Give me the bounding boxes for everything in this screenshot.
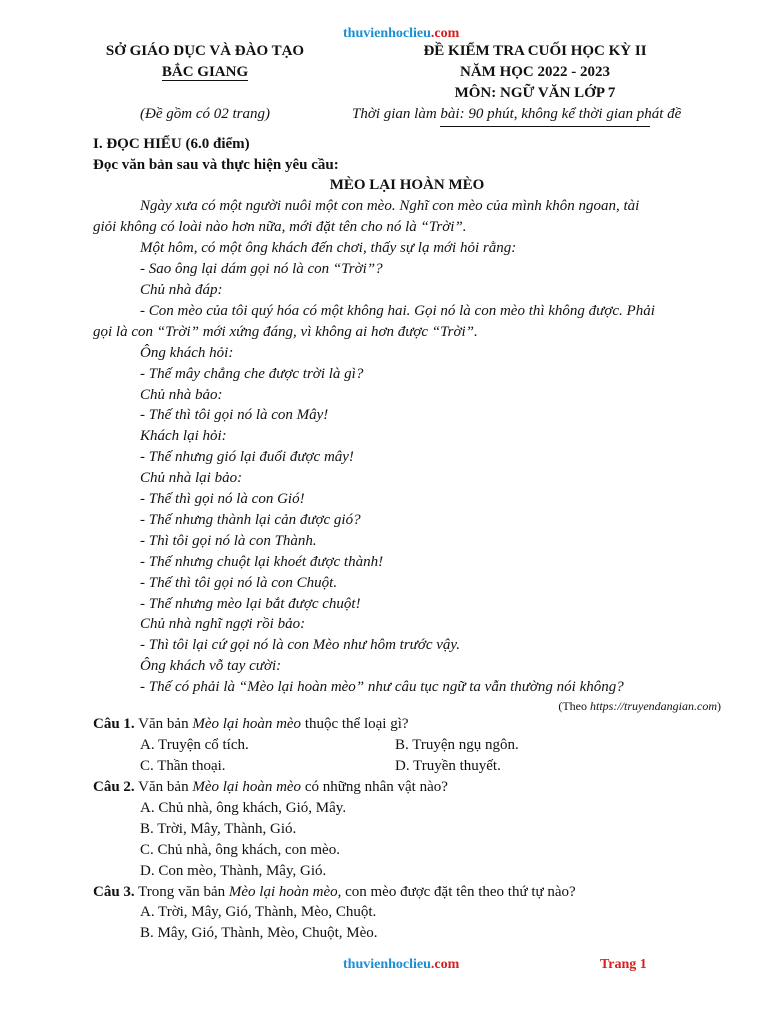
story-line: Chủ nhà bảo:	[140, 387, 223, 403]
story-title: MÈO LẠI HOÀN MÈO	[329, 177, 485, 193]
header-province-text: BẮC GIANG	[161, 64, 249, 80]
story-line: Chủ nhà đáp:	[140, 282, 223, 298]
story-line: Chủ nhà nghĩ ngợi rồi bảo:	[140, 616, 306, 632]
header-page-count: (Đề gồm có 02 trang)	[140, 106, 270, 122]
story-line: - Sao ông lại dám gọi nó là con “Trời”?	[140, 261, 383, 277]
question-2-label: Câu 2.	[93, 779, 135, 795]
section-instruction: Đọc văn bản sau và thực hiện yêu cầu:	[93, 157, 339, 173]
story-source-post: )	[717, 699, 721, 713]
header-time: Thời gian làm bài: 90 phút, không kể thời gian phát đề	[352, 106, 682, 122]
question-2	[93, 777, 448, 797]
story-line: - Thế thì gọi nó là con Gió!	[140, 491, 305, 507]
story-line: - Thì tôi gọi nó là con Thành.	[140, 533, 317, 549]
watermark-bottom	[343, 957, 459, 973]
story-line: giỏi không có loài nào hơn nữa, mới đặt tên cho nó là “Trời”.	[93, 219, 467, 235]
page-number-text: Trang 1	[600, 957, 647, 972]
header-subject: MÔN: NGỮ VĂN LỚP 7	[454, 85, 616, 101]
header-province	[90, 64, 320, 81]
question-2-post: có những nhân vật nào?	[301, 779, 448, 795]
story-source-pre: (Theo	[558, 699, 591, 713]
story-source	[558, 696, 721, 716]
question-3-pre: Trong văn bản	[138, 884, 229, 900]
question-1-post: thuộc thể loại gì?	[301, 716, 409, 732]
story-line: Một hôm, có một ông khách đến chơi, thấy sự lạ mới hỏi rằng:	[140, 240, 517, 256]
story-source-url: https://truyendangian.com	[590, 699, 717, 713]
question-1-pre: Văn bản	[138, 716, 193, 732]
question-1-title: Mèo lại hoàn mèo	[192, 716, 302, 732]
page-number	[600, 957, 647, 973]
story-line: - Thì tôi lại cứ gọi nó là con Mèo như hôm trước vậy.	[140, 637, 461, 653]
story-line: - Thế nhưng chuột lại khoét được thành!	[140, 554, 384, 570]
story-line: Ông khách hỏi:	[140, 345, 234, 361]
story-line: - Thế nhưng gió lại đuổi được mây!	[140, 449, 354, 465]
header-school-year: NĂM HỌC 2022 - 2023	[460, 64, 610, 80]
question-1-option-b: B. Truyện ngụ ngôn.	[395, 737, 519, 753]
story-line: Khách lại hỏi:	[140, 428, 227, 444]
question-3-option-b: B. Mây, Gió, Thành, Mèo, Chuột, Mèo.	[140, 925, 378, 941]
story-line: Chủ nhà lại bảo:	[140, 470, 243, 486]
question-3-post: con mèo được đặt tên theo thứ tự nào?	[341, 884, 576, 900]
question-2-option-a: A. Chủ nhà, ông khách, Gió, Mây.	[140, 800, 347, 816]
question-2-pre: Văn bản	[138, 779, 193, 795]
question-2-title: Mèo lại hoàn mèo	[192, 779, 302, 795]
watermark-top-part1: thuvienhoclieu	[343, 26, 431, 41]
question-1-option-a: A. Truyện cổ tích.	[140, 737, 249, 753]
question-3-option-a: A. Trời, Mây, Gió, Thành, Mèo, Chuột.	[140, 904, 377, 920]
question-3	[93, 882, 576, 902]
header-time-underline	[440, 126, 650, 127]
header-department: SỞ GIÁO DỤC VÀ ĐÀO TẠO	[105, 43, 305, 59]
story-line: - Thế thì tôi gọi nó là con Mây!	[140, 407, 329, 423]
question-1-label: Câu 1.	[93, 716, 135, 732]
story-line: - Thế thì tôi gọi nó là con Chuột.	[140, 575, 338, 591]
header-exam-title: ĐỀ KIỂM TRA CUỐI HỌC KỲ II	[423, 43, 647, 59]
story-line: - Thế mây chẳng che được trời là gì?	[140, 366, 364, 382]
watermark-bottom-part2: .com	[430, 957, 460, 972]
question-1	[93, 714, 409, 734]
watermark-top-part2: .com	[430, 26, 460, 41]
story-line: - Thế có phải là “Mèo lại hoàn mèo” như câu tục ngữ ta vẫn thường nói không?	[140, 679, 624, 695]
question-2-option-c: C. Chủ nhà, ông khách, con mèo.	[140, 842, 340, 858]
story-line: Ngày xưa có một người nuôi một con mèo. Nghĩ con mèo của mình khôn ngoan, tài	[140, 198, 640, 214]
story-line: - Thế nhưng thành lại cản được gió?	[140, 512, 361, 528]
story-line: gọi là con “Trời” mới xứng đáng, vì không ai hơn được “Trời”.	[93, 324, 478, 340]
question-1-option-c: C. Thần thoại.	[140, 758, 226, 774]
section-title: I. ĐỌC HIỂU (6.0 điểm)	[93, 136, 250, 152]
story-line: - Thế nhưng mèo lại bắt được chuột!	[140, 596, 361, 612]
question-3-title: Mèo lại hoàn mèo,	[228, 884, 342, 900]
watermark-top	[343, 26, 459, 42]
question-2-option-b: B. Trời, Mây, Thành, Gió.	[140, 821, 297, 837]
story-line: Ông khách vỗ tay cười:	[140, 658, 282, 674]
question-2-option-d: D. Con mèo, Thành, Mây, Gió.	[140, 863, 327, 879]
watermark-bottom-part1: thuvienhoclieu	[343, 957, 431, 972]
question-1-option-d: D. Truyền thuyết.	[395, 758, 501, 774]
question-3-label: Câu 3.	[93, 884, 135, 900]
story-line: - Con mèo của tôi quý hóa có một không hai. Gọi nó là con mèo thì không được. Phải	[140, 303, 655, 319]
